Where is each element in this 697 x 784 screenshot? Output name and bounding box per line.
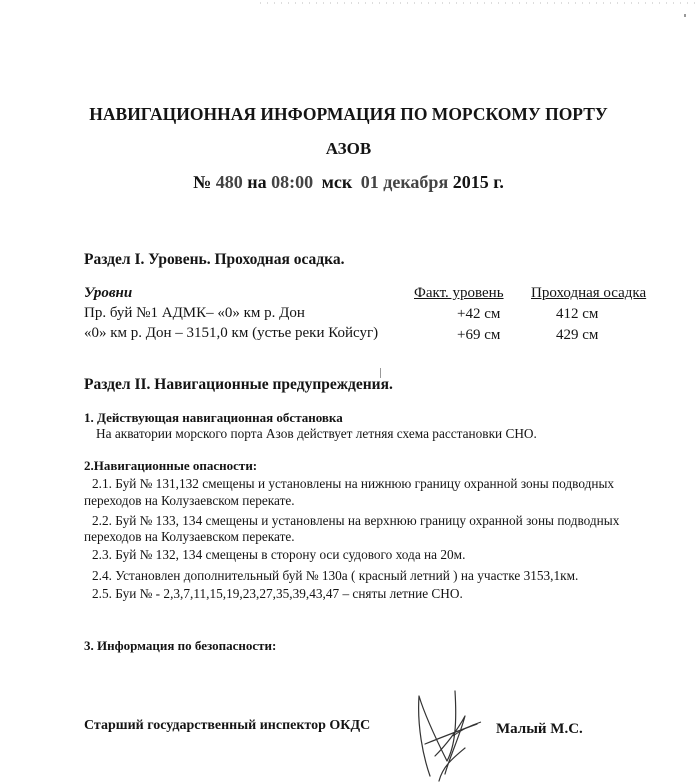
- scan-artifact-dots: [0, 0, 697, 12]
- level-row-place: «0» км р. Дон – 3151,0 км (устье реки Койсуг): [84, 325, 379, 341]
- level-row-draft: 412 см: [556, 306, 599, 322]
- number-sign: №: [193, 172, 212, 192]
- subsection-1-text: На акватории морского порта Азов действует летняя схема расстановки СНО.: [96, 426, 537, 441]
- port-name: АЗОВ: [325, 139, 372, 158]
- inspector-position: Старший государственный инспектор ОКДС: [84, 718, 371, 733]
- col-draft-header: Проходная осадка: [531, 285, 647, 301]
- hazard-line: переходов на Колузаевском перекате.: [84, 493, 295, 508]
- level-row-place: Пр. буй №1 АДМК– «0» км р. Дон: [84, 305, 305, 321]
- bulletin-month: декабря: [383, 172, 449, 192]
- section-1-title: Раздел I. Уровень. Проходная осадка.: [84, 251, 345, 268]
- document-title: НАВИГАЦИОННАЯ ИНФОРМАЦИЯ ПО МОРСКОМУ ПОРТУ: [89, 104, 608, 124]
- bulletin-time: 08:00: [271, 172, 314, 192]
- timezone: мск: [321, 172, 353, 192]
- hazard-line: 2.2. Буй № 133, 134 смещены и установлены на верхнюю границу охранной зоны подводных: [92, 513, 620, 528]
- inspector-name: Малый М.С.: [496, 721, 583, 737]
- subsection-1-title: 1. Действующая навигационная обстановка: [84, 410, 343, 425]
- hazard-line: 2.1. Буй № 131,132 смещены и установлены на нижнюю границу охранной зоны подводных: [92, 476, 615, 491]
- bulletin-number: 480: [215, 172, 243, 192]
- hazard-line: 2.3. Буй № 132, 134 смещены в сторону оси судового хода на 20м.: [92, 547, 466, 562]
- hazard-line: переходов на Колузаевском перекате.: [84, 529, 295, 544]
- scan-mark: [684, 14, 686, 17]
- section-2-title: Раздел II. Навигационные предупреждения.: [84, 376, 393, 393]
- bulletin-line: [0, 172, 697, 193]
- level-row-fact: +42 см: [457, 306, 501, 322]
- hazard-line: 2.5. Буи № - 2,3,7,11,15,19,23,27,35,39,43,47 – сняты летние СНО.: [92, 586, 463, 601]
- subsection-3-title: 3. Информация по безопасности:: [84, 638, 277, 653]
- level-row-fact: +69 см: [457, 327, 501, 343]
- hazard-line: 2.4. Установлен дополнительный буй № 130а ( красный летний ) на участке 3153,1км.: [92, 568, 579, 583]
- handwritten-signature: [395, 686, 490, 784]
- on-word: на: [247, 172, 267, 192]
- bulletin-day: 01: [360, 172, 379, 192]
- bulletin-year: 2015 г.: [452, 172, 504, 192]
- col-fact-header: Факт. уровень: [414, 285, 504, 301]
- subsection-2-title: 2.Навигационные опасности:: [84, 458, 258, 473]
- col-levels-header: Уровни: [84, 285, 133, 301]
- level-row-draft: 429 см: [556, 327, 599, 343]
